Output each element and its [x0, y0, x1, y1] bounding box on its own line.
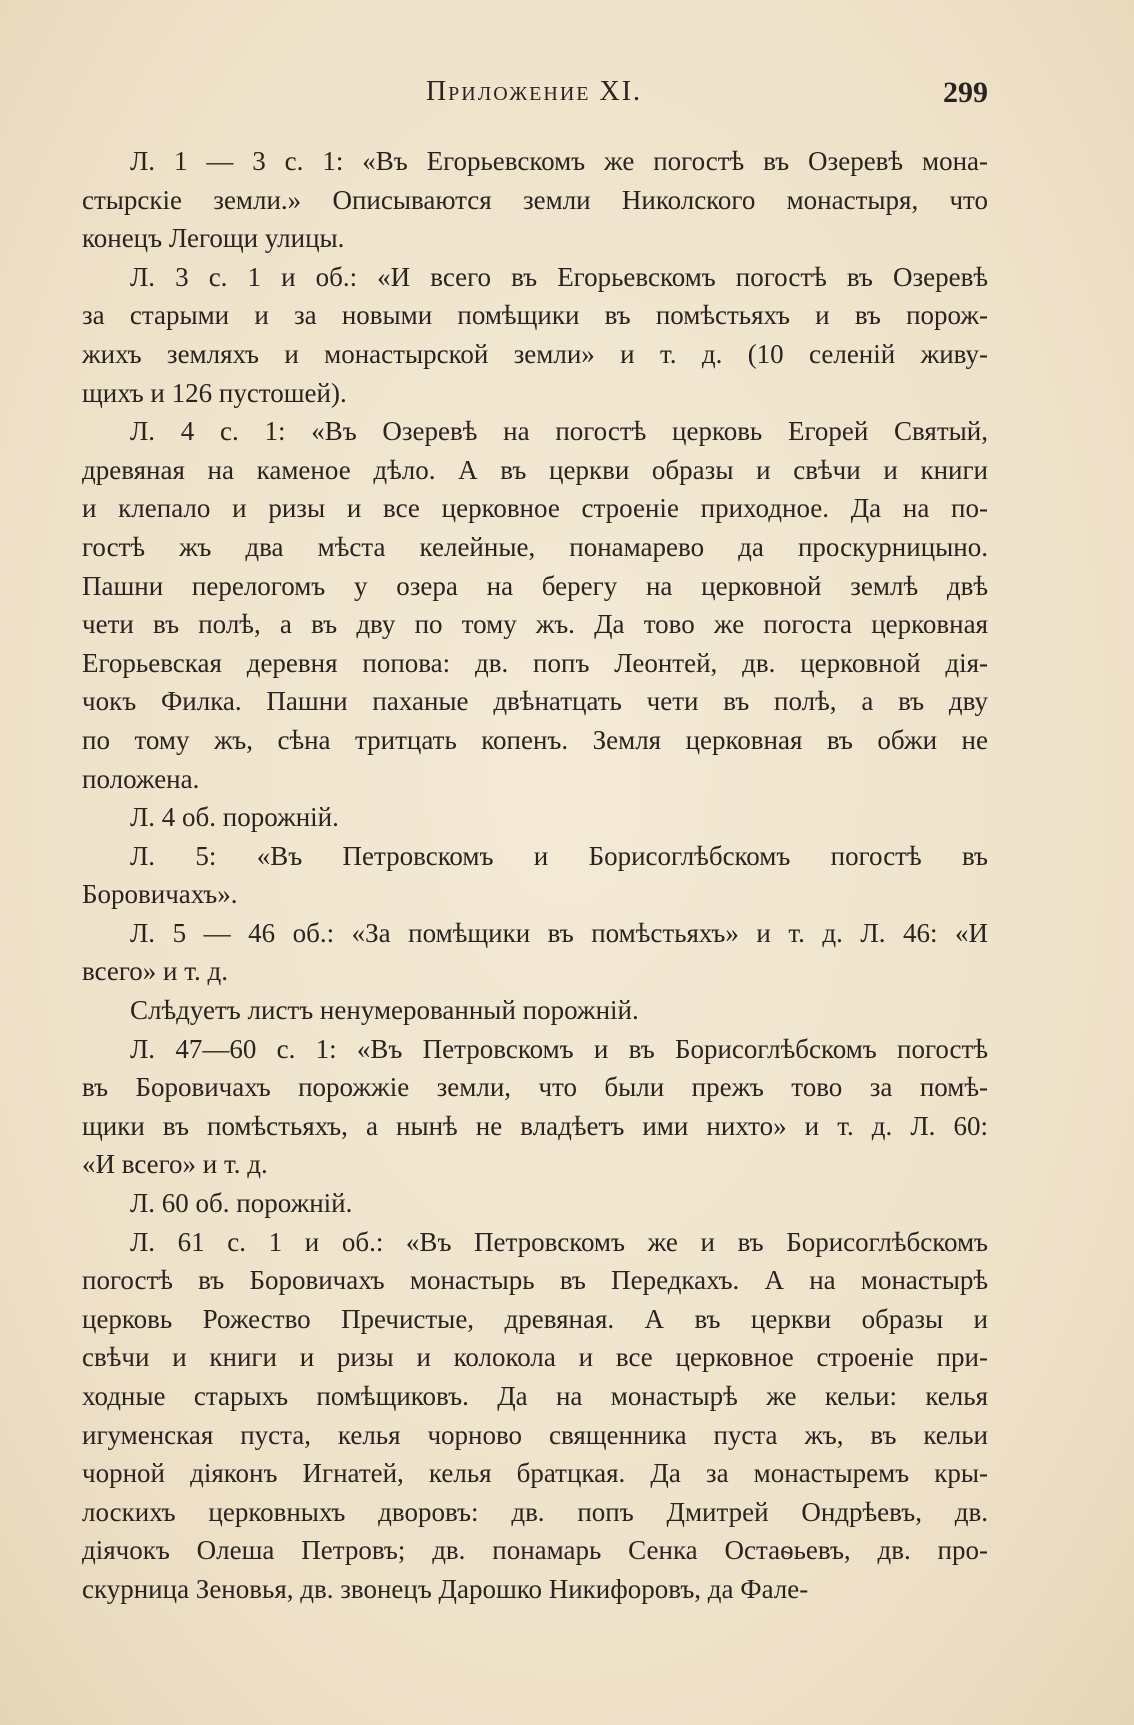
text-line: Боровичахъ». [82, 879, 238, 910]
text-line: гостѣ жъ два мѣста келейные, понамарево да проскурницыно. [82, 531, 988, 562]
text-line: Л. 47—60 с. 1: «Въ Петровскомъ и въ Борисоглѣбскомъ погостѣ [130, 1033, 988, 1064]
text-line: свѣчи и книги и ризы и колокола и все церковное строеніе при- [82, 1342, 988, 1373]
text-line: Л. 5 — 46 об.: «За помѣщики въ помѣстьяхъ» и т. д. Л. 46: «И [130, 917, 988, 948]
text-line: по тому жъ, сѣна тритцать копенъ. Земля церковная въ обжи не [82, 724, 988, 755]
text-line: Л. 4 об. порожній. [130, 802, 339, 833]
paragraph [82, 914, 988, 991]
text-line: жихъ земляхъ и монастырской земли» и т. д. (10 селеній живу- [82, 338, 988, 369]
paragraph [82, 412, 988, 798]
text-line: «И всего» и т. д. [82, 1149, 268, 1180]
text-line: древяная на каменое дѣло. А въ церкви образы и свѣчи и книги [82, 454, 988, 485]
text-line: Л. 61 с. 1 и об.: «Въ Петровскомъ же и въ Борисоглѣбскомъ [130, 1226, 988, 1257]
text-line: въ Боровичахъ порожжіе земли, что были прежъ тово за помѣ- [82, 1072, 988, 1103]
paragraph [82, 1030, 988, 1184]
page-number: 299 [943, 76, 988, 109]
running-title: Приложение XI. [425, 76, 643, 107]
paragraph [82, 258, 988, 412]
text-line: Л. 1 — 3 с. 1: «Въ Егорьевскомъ же погостѣ въ Озеревѣ мона- [130, 146, 988, 176]
text-line: церковь Рожество Пречистые, древяная. А въ церкви образы и [82, 1303, 988, 1334]
text-line: Л. 3 с. 1 и об.: «И всего въ Егорьевскомъ погостѣ въ Озеревѣ [130, 261, 988, 292]
text-line: чорной діяконъ Игнатей, келья братцкая. Да за монастыремъ кры- [82, 1458, 988, 1489]
paragraph [82, 798, 988, 837]
text-line: Пашни перелогомъ у озера на берегу на церковной землѣ двѣ [82, 570, 988, 601]
paragraph [82, 991, 988, 1030]
text-line: ходные старыхъ помѣщиковъ. Да на монастырѣ же кельи: келья [82, 1381, 988, 1411]
text-line: чети въ полѣ, а въ дву по тому жъ. Да тово же погоста церковная [82, 609, 988, 640]
text-line: игуменская пуста, келья чорново священника пуста жъ, въ кельи [82, 1419, 988, 1450]
text-line: положена. [82, 763, 200, 794]
text-line: щики въ помѣстьяхъ, а нынѣ не владѣетъ ими нихто» и т. д. Л. 60: [82, 1110, 988, 1141]
text-line: діячокъ Олеша Петровъ; дв. понамарь Сенка Остаѳьевъ, дв. про- [82, 1535, 988, 1566]
text-line: конецъ Легощи улицы. [82, 223, 345, 254]
text-line: погостѣ въ Боровичахъ монастырь въ Передкахъ. А на монастырѣ [82, 1265, 988, 1296]
text-line: лоскихъ церковныхъ дворовъ: дв. попъ Дмитрей Ондрѣевъ, дв. [82, 1496, 988, 1527]
paragraph [82, 1223, 988, 1609]
paragraph [82, 142, 988, 258]
text-line: чокъ Филка. Пашни паханые двѣнатцать чети въ полѣ, а въ дву [82, 686, 988, 717]
text-line: скурница Зеновья, дв. звонецъ Дарошко Никифоровъ, да Фале- [82, 1573, 809, 1604]
text-line: всего» и т. д. [82, 956, 228, 987]
page-header [80, 76, 988, 120]
text-line: и клепало и ризы и все церковное строеніе приходное. Да на по- [82, 493, 988, 524]
text-line: щихъ и 126 пустошей). [82, 377, 347, 408]
text-line: Л. 4 с. 1: «Въ Озеревѣ на погостѣ церковь Егорей Святый, [130, 416, 988, 447]
text-line: стырскіе земли.» Описываются земли Николского монастыря, что [82, 184, 988, 215]
text-line: за старыми и за новыми помѣщики въ помѣстьяхъ и въ порож- [82, 300, 988, 331]
paragraph [82, 837, 988, 914]
text-line: Л. 60 об. порожній. [130, 1188, 353, 1219]
body-text [82, 142, 988, 1609]
paragraph [82, 1184, 988, 1223]
text-line: Слѣдуетъ листъ ненумерованный порожній. [130, 995, 639, 1026]
text-line: Егорьевская деревня попова: дв. попъ Леонтей, дв. церковной дія- [82, 647, 988, 678]
text-line: Л. 5: «Въ Петровскомъ и Борисоглѣбскомъ погостѣ въ [130, 840, 988, 871]
